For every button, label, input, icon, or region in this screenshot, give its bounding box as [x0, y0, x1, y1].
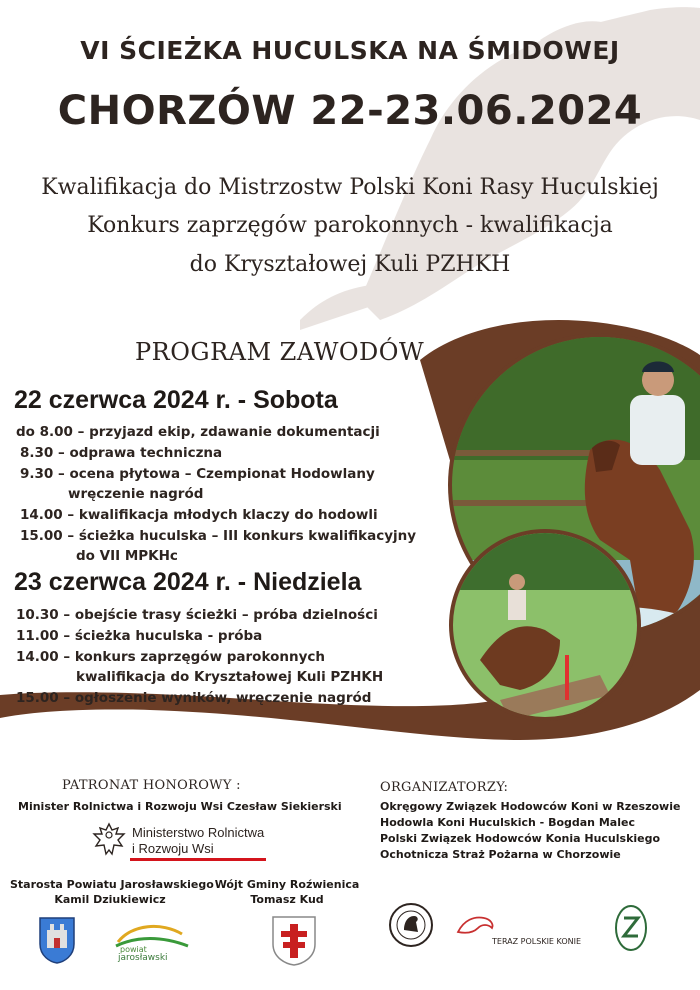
day2-item: 14.00 – konkurs zaprzęgów parokonnych: [16, 649, 325, 665]
ministry-logo-line2: i Rozwoju Wsi: [132, 841, 214, 856]
teraz-polskie-konie-text: TERAZ POLSKIE KONIE: [492, 937, 582, 946]
day1-item: 15.00 – ścieżka huculska – III konkurs kwalifikacyjny: [20, 528, 417, 544]
program-title: PROGRAM ZAWODÓW: [135, 338, 425, 366]
event-date-title: CHORZÓW 22-23.06.2024: [57, 88, 643, 134]
day1-item: 8.30 – odprawa techniczna: [20, 445, 223, 461]
event-title: VI ŚCIEŻKA HUCULSKA NA ŚMIDOWEJ: [80, 36, 620, 65]
patronage-heading: PATRONAT HONOROWY :: [62, 778, 241, 793]
day1-title: 22 czerwca 2024 r. - Sobota: [14, 386, 338, 414]
day1-item: 9.30 – ocena płytowa – Czempionat Hodowlany: [20, 466, 375, 482]
minister-name: Minister Rolnictwa i Rozwoju Wsi Czesław Siekierski: [18, 800, 342, 813]
day2-item: 10.30 – obejście trasy ścieżki – próba dzielności: [16, 607, 378, 623]
wojt-line1: Wójt Gminy Roźwienica: [214, 878, 360, 891]
polish-eagle-icon: [88, 820, 130, 862]
teraz-polskie-konie-horse-icon: [456, 912, 496, 940]
powiat-logo-line2: jarosławski: [118, 953, 168, 963]
organizer-item: Polski Związek Hodowców Konia Huculskiego: [380, 832, 661, 845]
day1-item: wręczenie nagród: [68, 486, 204, 502]
organizer-item: Ochotnicza Straż Pożarna w Chorzowie: [380, 848, 621, 861]
ministry-logo-line1: Ministerstwo Rolnictwa: [132, 825, 265, 840]
organizers-heading: ORGANIZATORZY:: [380, 780, 509, 795]
day1-item: do 8.00 – przyjazd ekip, zdawanie dokumentacji: [16, 424, 380, 440]
subtitle-line-2: Konkurs zaprzęgów parokonnych - kwalifikacja: [87, 213, 613, 238]
subtitle-line-3: do Kryształowej Kuli PZHKH: [189, 252, 511, 277]
day2-title: 23 czerwca 2024 r. - Niedziela: [14, 568, 362, 596]
ministry-red-bar: [130, 858, 266, 861]
wojt-line2: Tomasz Kud: [250, 893, 324, 906]
day1-item: do VII MPKHc: [76, 548, 178, 564]
day2-item: 15.00 – ogłoszenie wyników, wręczenie nagród: [16, 690, 372, 706]
ministry-logo-text: [132, 825, 264, 857]
pzhkh-logo-icon: [614, 904, 648, 952]
day1-item: 14.00 – kwalifikacja młodych klaczy do hodowli: [20, 507, 378, 523]
subtitle-line-1: Kwalifikacja do Mistrzostw Polski Koni Rasy Huculskiej: [41, 175, 659, 200]
jaroslaw-coat-of-arms-icon: [38, 916, 76, 964]
day2-item: 11.00 – ścieżka huculska - próba: [16, 628, 263, 644]
organizer-item: Okręgowy Związek Hodowców Koni w Rzeszowie: [380, 800, 681, 813]
day2-item: kwalifikacja do Kryształowej Kuli PZHKH: [76, 669, 384, 685]
starosta-line1: Starosta Powiatu Jarosławskiego: [10, 878, 214, 891]
ozhk-rzeszow-logo-icon: [388, 902, 434, 948]
starosta-line2: Kamil Dziukiewicz: [54, 893, 166, 906]
rozwienica-coat-of-arms-icon: [270, 914, 318, 966]
powiat-logo-line1: powiat: [120, 945, 147, 954]
organizer-item: Hodowla Koni Huculskich - Bogdan Malec: [380, 816, 635, 829]
